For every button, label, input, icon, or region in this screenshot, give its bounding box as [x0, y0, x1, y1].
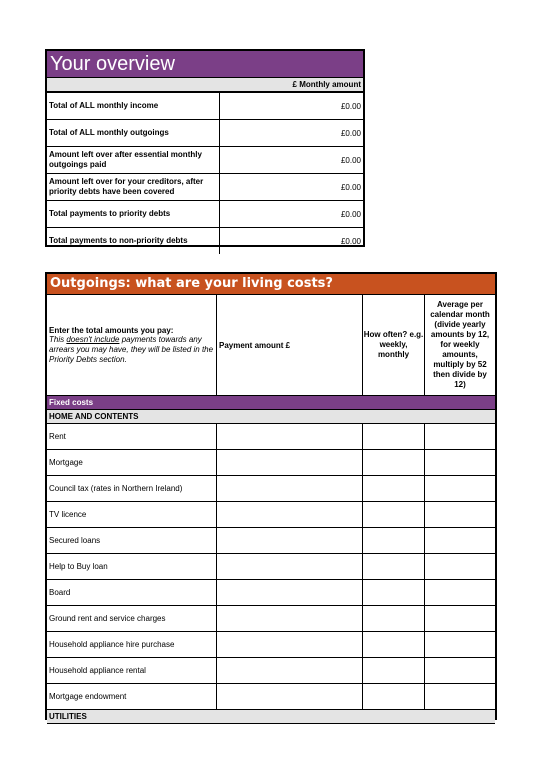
table-row [47, 658, 495, 684]
table-row [47, 227, 363, 254]
overview-table [45, 49, 365, 247]
how-often-cell[interactable] [363, 450, 425, 475]
average-cell[interactable] [425, 606, 495, 631]
average-cell[interactable] [425, 502, 495, 527]
payment-amount-cell[interactable] [217, 502, 363, 527]
item-label: Household appliance hire purchase [47, 632, 217, 657]
how-often-cell[interactable] [363, 658, 425, 683]
row-label: Amount left over for your creditors, after priority debts have been covered [47, 174, 220, 200]
table-row [47, 200, 363, 227]
fixed-costs-section: Fixed costs [47, 396, 495, 410]
enter-amounts-note: This doesn't include payments towards any arrears you may have, they will be listed in the Priority Debts section. [49, 334, 214, 364]
row-value[interactable]: £0.00 [340, 155, 361, 165]
payment-amount-cell[interactable] [217, 658, 363, 683]
table-row [47, 684, 495, 710]
outgoings-title: Outgoings: what are your living costs? [47, 274, 495, 295]
table-row [47, 476, 495, 502]
table-row [47, 580, 495, 606]
row-value[interactable]: £0.00 [340, 236, 361, 246]
item-label: Secured loans [47, 528, 217, 553]
utilities-subsection: UTILITIES [47, 710, 495, 724]
table-row [47, 450, 495, 476]
how-often-cell[interactable] [363, 554, 425, 579]
average-cell[interactable] [425, 450, 495, 475]
average-cell[interactable] [425, 528, 495, 553]
enter-amounts-lead: Enter the total amounts you pay: [49, 325, 174, 335]
table-row [47, 632, 495, 658]
average-cell[interactable] [425, 476, 495, 501]
average-monthly-header: Average per calendar month (divide yearly amounts by 12, for weekly amounts, multiply by 52 then divide by 12) [430, 300, 490, 389]
average-cell[interactable] [425, 554, 495, 579]
table-row [47, 146, 363, 173]
how-often-cell[interactable] [363, 528, 425, 553]
table-row [47, 502, 495, 528]
enter-amounts-header [47, 295, 217, 395]
overview-title: Your overview [47, 51, 363, 78]
table-row [47, 554, 495, 580]
item-label: Mortgage [47, 450, 217, 475]
row-value[interactable]: £0.00 [340, 182, 361, 192]
item-label: Help to Buy loan [47, 554, 217, 579]
row-value[interactable]: £0.00 [340, 101, 361, 111]
how-often-cell[interactable] [363, 476, 425, 501]
table-row [47, 173, 363, 200]
how-often-cell[interactable] [363, 502, 425, 527]
outgoings-table [45, 272, 497, 720]
item-label: Household appliance rental [47, 658, 217, 683]
payment-amount-cell[interactable] [217, 450, 363, 475]
how-often-cell[interactable] [363, 424, 425, 449]
home-contents-subsection: HOME AND CONTENTS [47, 410, 495, 424]
average-cell[interactable] [425, 632, 495, 657]
row-label: Total of ALL monthly outgoings [47, 120, 220, 146]
how-often-cell[interactable] [363, 580, 425, 605]
item-label: Council tax (rates in Northern Ireland) [47, 476, 217, 501]
table-row [47, 92, 363, 119]
item-label: Board [47, 580, 217, 605]
payment-amount-cell[interactable] [217, 554, 363, 579]
item-label: Mortgage endowment [47, 684, 217, 709]
payment-amount-cell[interactable] [217, 528, 363, 553]
row-label: Total of ALL monthly income [47, 93, 220, 119]
payment-amount-cell[interactable] [217, 424, 363, 449]
average-cell[interactable] [425, 684, 495, 709]
table-row [47, 528, 495, 554]
table-row [47, 424, 495, 450]
average-cell[interactable] [425, 658, 495, 683]
row-value[interactable]: £0.00 [340, 128, 361, 138]
item-label: Rent [47, 424, 217, 449]
row-value[interactable]: £0.00 [340, 209, 361, 219]
table-row [47, 119, 363, 146]
row-label: Total payments to non-priority debts [47, 228, 220, 254]
payment-amount-cell[interactable] [217, 580, 363, 605]
row-label: Amount left over after essential monthly outgoings paid [47, 147, 220, 173]
average-cell[interactable] [425, 580, 495, 605]
payment-amount-cell[interactable] [217, 684, 363, 709]
item-label: Ground rent and service charges [47, 606, 217, 631]
how-often-header: How often? e.g. weekly, monthly [363, 295, 425, 395]
payment-amount-cell[interactable] [217, 476, 363, 501]
how-often-cell[interactable] [363, 606, 425, 631]
payment-amount-cell[interactable] [217, 632, 363, 657]
average-cell[interactable] [425, 424, 495, 449]
item-label: TV licence [47, 502, 217, 527]
column-headers [47, 295, 495, 396]
how-often-cell[interactable] [363, 684, 425, 709]
payment-amount-cell[interactable] [217, 606, 363, 631]
monthly-amount-header: £ Monthly amount [47, 78, 363, 92]
table-row [47, 606, 495, 632]
payment-amount-header: Payment amount £ [217, 295, 363, 395]
how-often-cell[interactable] [363, 632, 425, 657]
row-label: Total payments to priority debts [47, 201, 220, 227]
